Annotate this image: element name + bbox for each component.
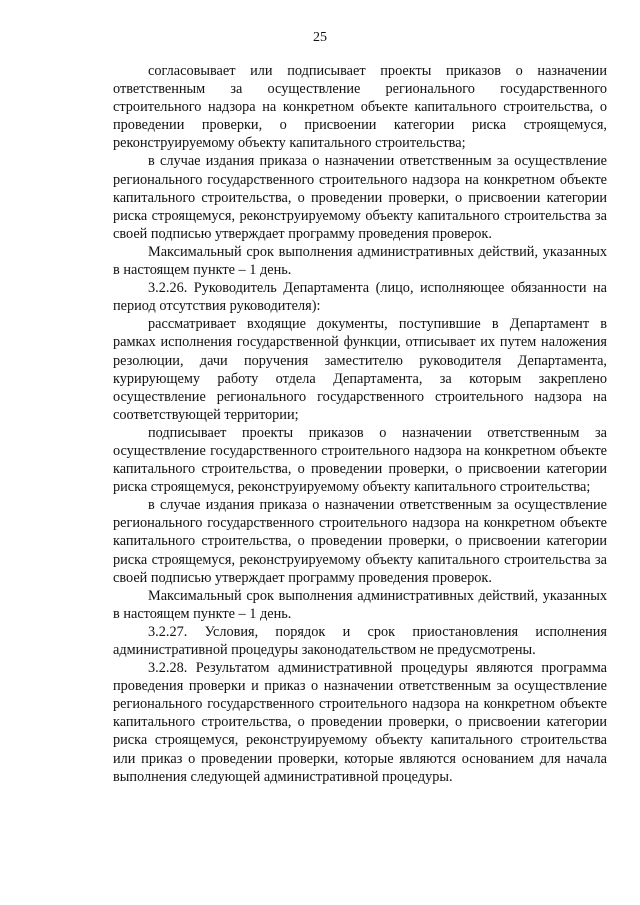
paragraph-6: подписывает проекты приказов о назначении ответственным за осуществление государственного строительного надзора на конкретном объекте капитального строительства, о проведении проверки, о присвоении категории риска строящемуся, реконструируемому объекту капитального строительства; [113, 424, 607, 496]
paragraph-7: в случае издания приказа о назначении ответственным за осуществление регионального государственного строительного надзора на конкретном объекте капитального строительства, о проведении проверки, о присвоении категории риска строящемуся, реконструируемому объекту капитального строительства за своей подписью утверждает программу проведения проверок. [113, 497, 607, 586]
paragraph-1: согласовывает или подписывает проекты приказов о назначении ответственным за осуществление регионального государственного строительного надзора на конкретном объекте капитального строительства, о проведении проверки, о присвоении категории риска строящемуся, реконструируемому объекту капитального строительства; [113, 63, 607, 152]
paragraph-5: рассматривает входящие документы, поступившие в Департамент в рамках исполнения государственной функции, отписывает их путем наложения резолюции, дачи поручения заместителю руководителя Департамента, курирующему работу отдела Департамента, за которым закреплено осуществление регионального государственного строительного надзора на соответствующей территории; [113, 316, 607, 423]
paragraph-2: в случае издания приказа о назначении ответственным за осуществление регионального государственного строительного надзора на конкретном объекте капитального строительства, о проведении проверки, о присвоении категории риска строящемуся, реконструируемому объекту капитального строительства за своей подписью утверждает программу проведения проверок. [113, 153, 607, 242]
paragraph-10: 3.2.28. Результатом административной процедуры являются программа проведения проверки и приказ о назначении ответственным за осуществление регионального государственного строительного надзора на конкретном объекте капитального строительства, о проведении проверки, о присвоении категории риска строящемуся, реконструируемому объекту капитального строительства или приказ о проведении проверки, которые являются основанием для начала выполнения следующей административной процедуры. [113, 660, 607, 785]
document-body [113, 62, 607, 786]
paragraph-9: 3.2.27. Условия, порядок и срок приостановления исполнения административной процедуры законодательством не предусмотрены. [113, 623, 607, 658]
page-number: 25 [313, 30, 327, 45]
paragraph-4: 3.2.26. Руководитель Департамента (лицо, исполняющее обязанности на период отсутствия руководителя): [113, 280, 607, 315]
paragraph-3: Максимальный срок выполнения административных действий, указанных в настоящем пункте – 1 день. [113, 243, 607, 279]
paragraph-8: Максимальный срок выполнения административных действий, указанных в настоящем пункте – 1 день. [113, 587, 607, 622]
